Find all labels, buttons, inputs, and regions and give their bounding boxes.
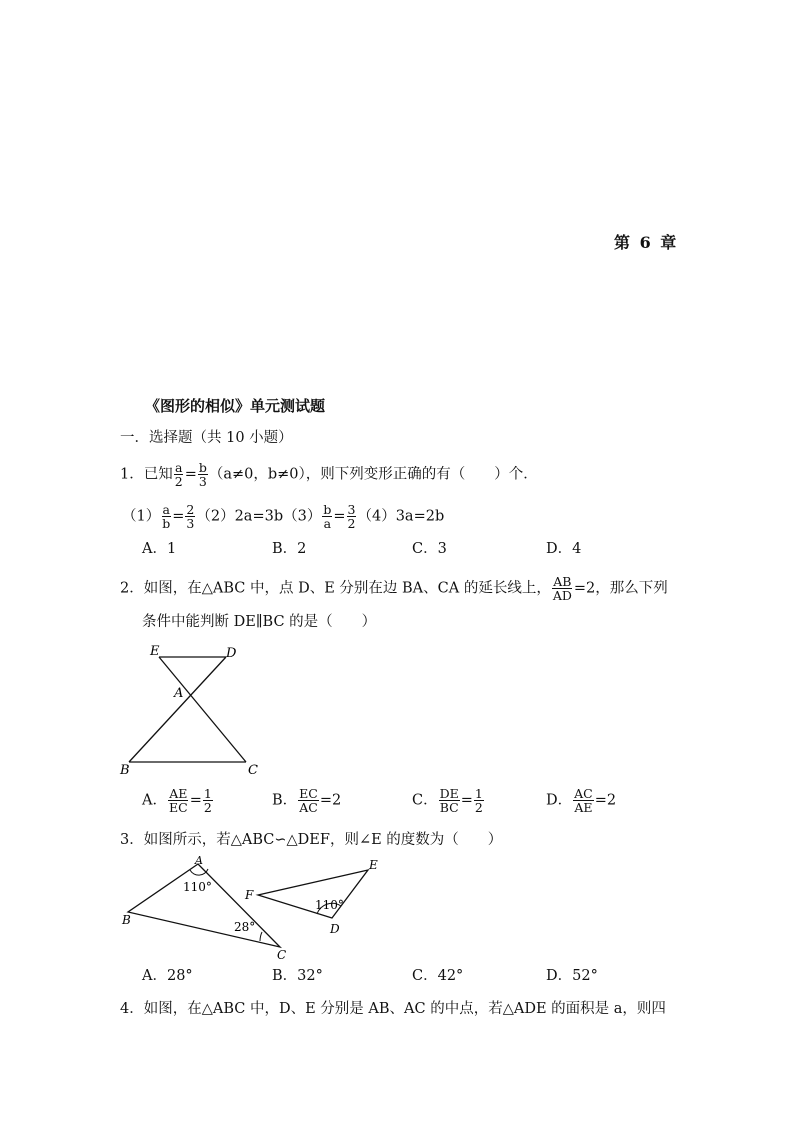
option-label: D．	[546, 792, 573, 809]
option-frac	[573, 787, 594, 814]
label-c: C	[248, 763, 258, 778]
frac-num: AB	[553, 574, 572, 589]
q1-option-c[interactable]: C．3	[412, 541, 447, 557]
frac-num: b	[323, 502, 332, 517]
label-f: F	[245, 888, 254, 902]
label-b: B	[120, 763, 130, 778]
frac-num: 2	[186, 502, 195, 517]
angle-a-value: 110°	[183, 880, 212, 894]
frac-num: DE	[439, 786, 459, 801]
frac-num: EC	[299, 786, 318, 801]
frac-den: b	[162, 516, 171, 531]
q1-frac-num: b	[198, 460, 207, 475]
q2-fraction-ab-ad	[552, 575, 573, 602]
q1-option-b[interactable]: B．2	[272, 541, 307, 557]
label-d: D	[226, 646, 237, 661]
option-frac	[439, 787, 460, 814]
angle-d-value: 110°	[315, 898, 344, 912]
q2-line2: 条件中能判断 DE∥BC 的是（ ）	[142, 614, 377, 630]
label-e: E	[369, 858, 378, 872]
angle-arc-c	[260, 932, 262, 941]
angle-c-value: 28°	[234, 920, 256, 934]
frac-den: 2	[347, 516, 356, 531]
q1-frac-den: 3	[198, 474, 207, 489]
question-4: 4．如图，在△ABC 中，D、E 分别是 AB、AC 的中点，若△ADE 的面积是 a，则四	[120, 1001, 666, 1017]
frac-num: 1	[474, 786, 483, 801]
triangle-def	[258, 870, 368, 918]
frac-den: AD	[552, 588, 572, 603]
q2-line1: 2．如图，在△ABC 中，点 D、E 分别在边 BA、CA 的延长线上，	[120, 580, 551, 597]
option-frac	[298, 787, 319, 814]
eq: =	[460, 792, 473, 809]
q1-option-d[interactable]: D．4	[546, 541, 582, 557]
option-frac2	[203, 787, 213, 814]
q3-option-c[interactable]: C．42°	[412, 968, 464, 984]
q1-item1-label: （1）	[122, 508, 161, 525]
test-title: 《图形的相似》单元测试题	[145, 397, 326, 415]
section-heading: 一．选择题（共 10 小题）	[120, 430, 293, 446]
q1-fraction-a-2	[174, 461, 184, 488]
label-e: E	[150, 644, 160, 659]
question-2	[120, 575, 668, 602]
q1-prefix: 1．已知	[120, 466, 173, 483]
eq: =	[172, 508, 185, 525]
q1-item4: （4）3a=2b	[357, 508, 445, 525]
q2-figure	[110, 640, 270, 780]
q1-item2: （2）2a=3b（3）	[196, 508, 322, 525]
option-tail: =2	[594, 792, 617, 809]
frac-num: a	[162, 502, 170, 517]
q1-option-a[interactable]: A．1	[142, 541, 177, 557]
q3-figure	[110, 852, 400, 962]
frac-num: 1	[203, 786, 212, 801]
q1-frac-den: 2	[174, 474, 183, 489]
label-b: B	[122, 913, 131, 927]
frac-num: 3	[347, 502, 356, 517]
q1-item1-frac	[161, 503, 171, 530]
frac-den: 2	[203, 800, 212, 815]
frac-den: AE	[574, 800, 593, 815]
triangle-abc	[128, 864, 280, 947]
q1-item3-frac2	[347, 503, 357, 530]
option-label: C．	[412, 792, 438, 809]
label-a: A	[174, 686, 184, 701]
option-label: B．	[272, 792, 298, 809]
q1-frac-num: a	[174, 460, 183, 475]
option-label: A．	[142, 792, 167, 809]
q1-eq: =	[184, 466, 197, 483]
q2-line1-suffix: =2，那么下列	[573, 580, 668, 597]
question-1	[120, 461, 538, 488]
chapter-heading: 第 6 章	[614, 233, 679, 252]
frac-num: AE	[169, 786, 188, 801]
frac-den: a	[323, 516, 332, 531]
eq: =	[333, 508, 346, 525]
q2-option-a[interactable]	[142, 787, 214, 814]
frac-den: BC	[439, 800, 459, 815]
segment-db	[129, 657, 226, 762]
q3-option-b[interactable]: B．32°	[272, 968, 323, 984]
frac-den: AC	[299, 800, 318, 815]
q1-item3-frac	[322, 503, 332, 530]
q1-suffix: （a≠0，b≠0），则下列变形正确的有（ ）个．	[208, 466, 538, 483]
label-d: D	[330, 922, 340, 936]
label-c: C	[277, 948, 287, 962]
eq: =	[189, 792, 202, 809]
frac-den: 3	[186, 516, 195, 531]
q1-fraction-b-3	[198, 461, 208, 488]
frac-num: AC	[574, 786, 593, 801]
q2-option-c[interactable]	[412, 787, 485, 814]
segment-ec	[159, 657, 246, 762]
question-3: 3．如图所示，若△ABC∽△DEF，则∠E 的度数为（ ）	[120, 832, 503, 848]
frac-den: EC	[168, 800, 188, 815]
label-a: A	[195, 854, 203, 867]
frac-den: 2	[474, 800, 483, 815]
q3-option-a[interactable]: A．28°	[142, 968, 193, 984]
q3-option-d[interactable]: D．52°	[546, 968, 598, 984]
option-frac2	[474, 787, 484, 814]
option-tail: =2	[319, 792, 342, 809]
q2-option-d[interactable]	[546, 787, 616, 814]
q1-item1-frac2	[185, 503, 195, 530]
q1-items	[122, 503, 444, 530]
option-frac	[168, 787, 189, 814]
q2-option-b[interactable]	[272, 787, 341, 814]
